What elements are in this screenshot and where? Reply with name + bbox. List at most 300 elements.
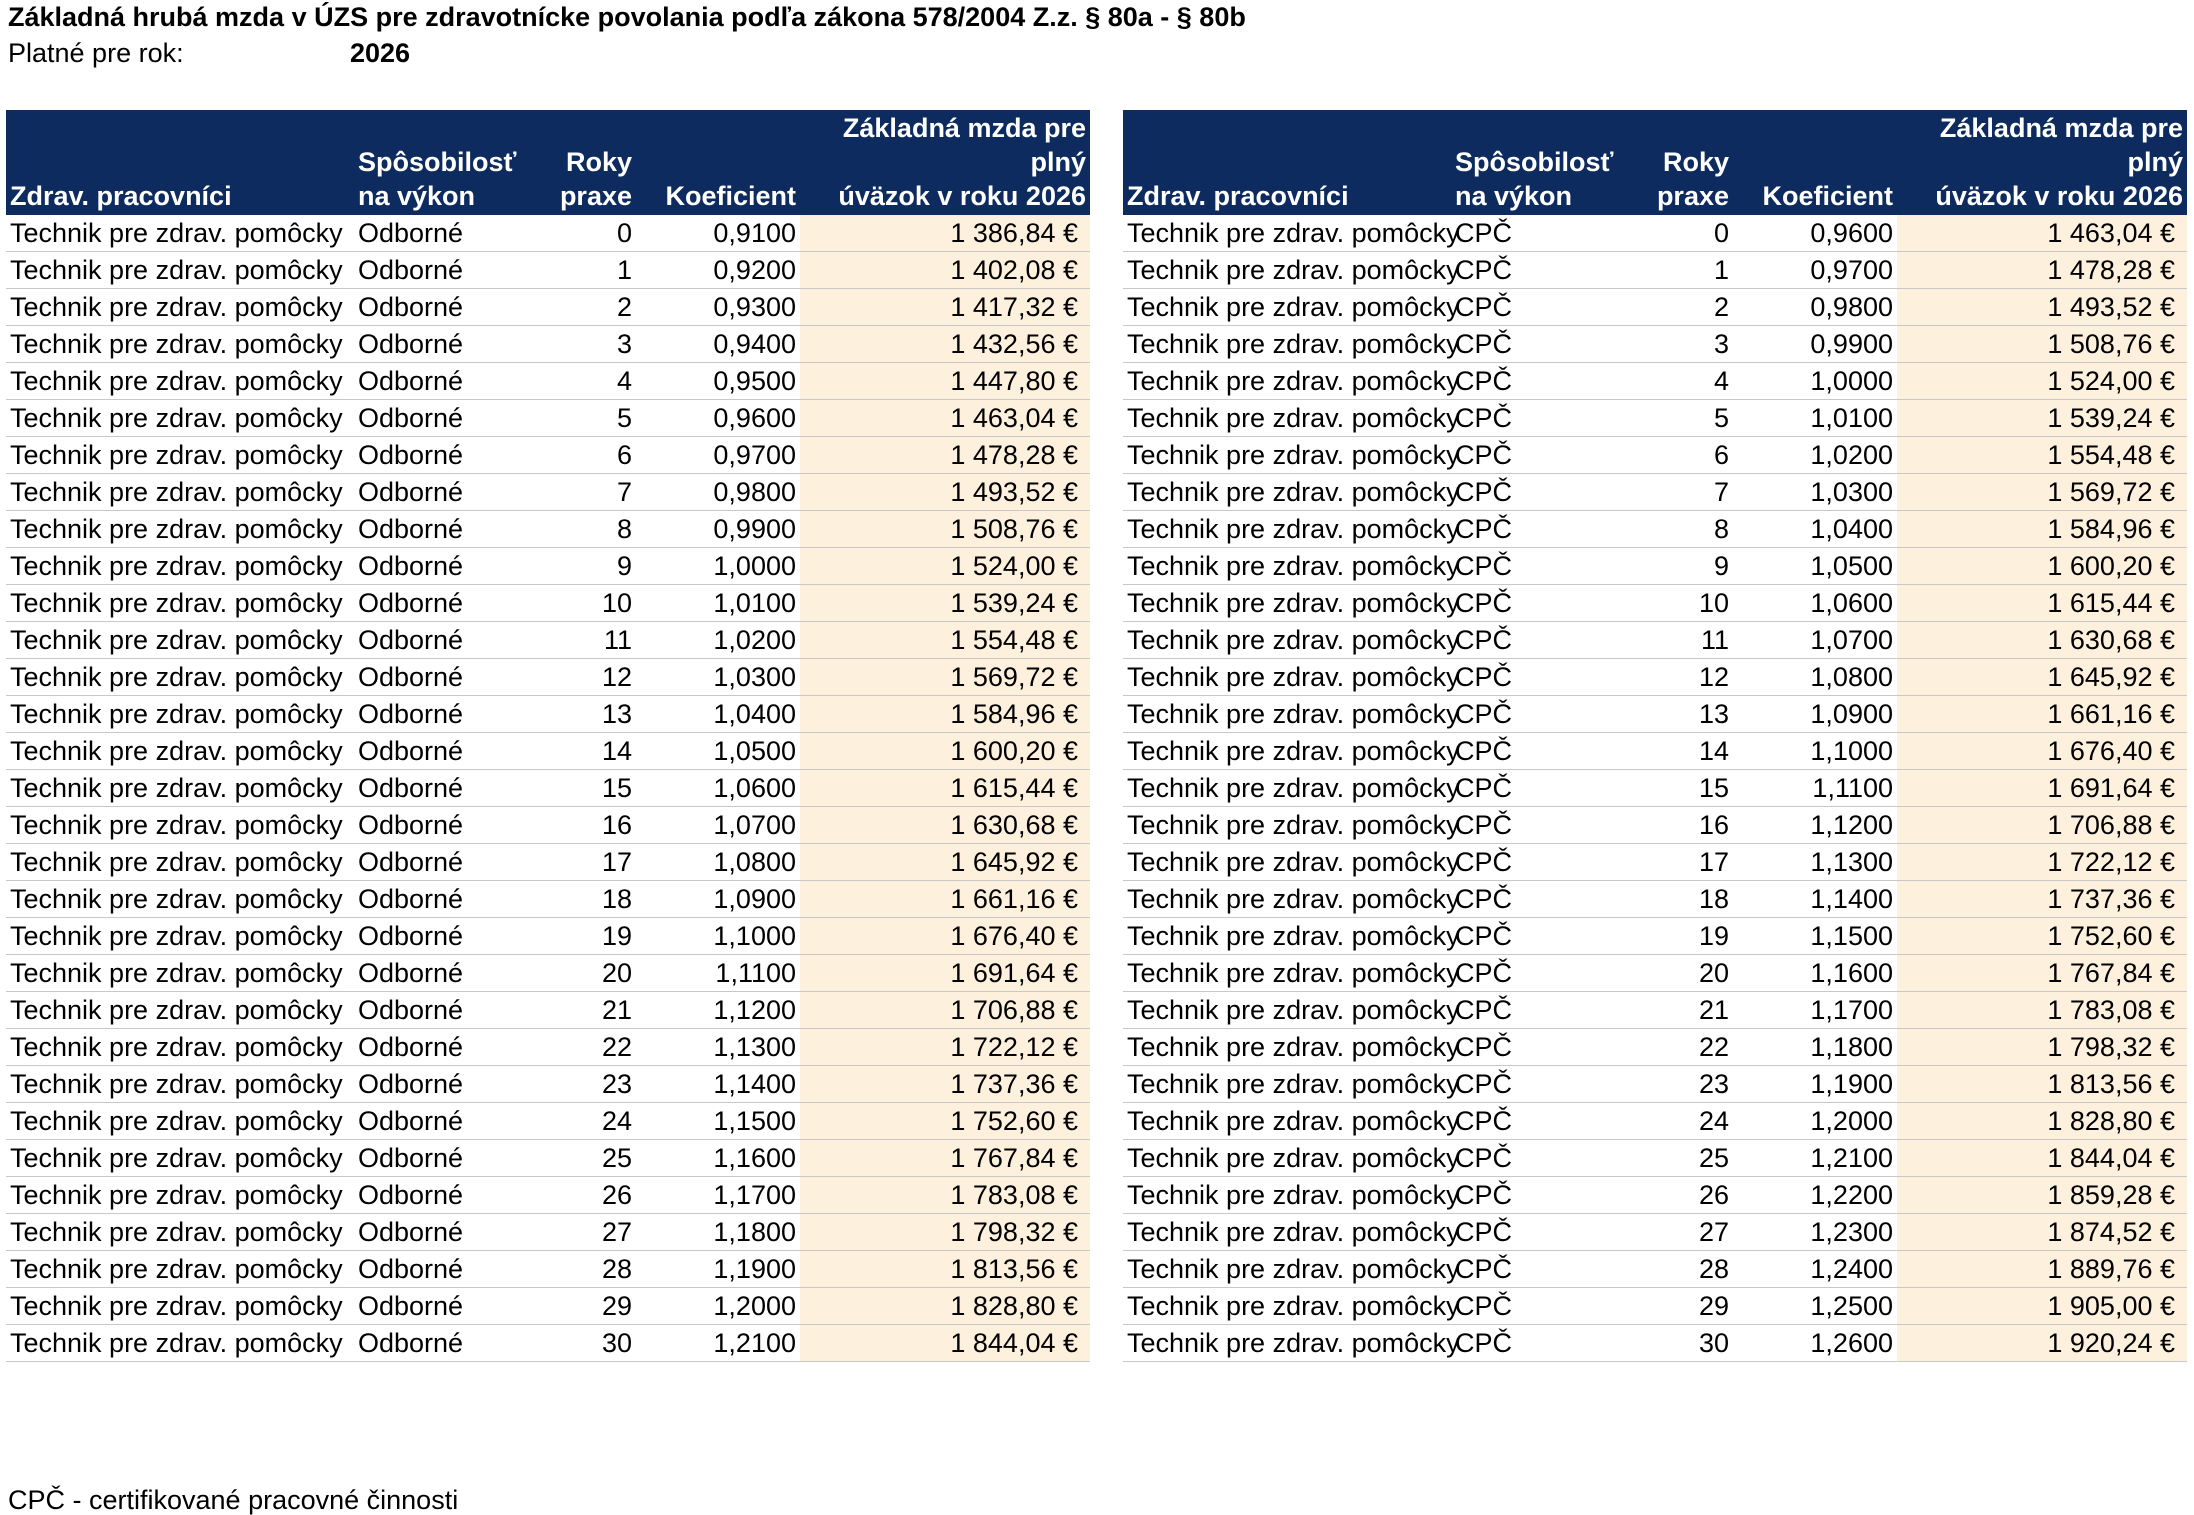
header-years-line2: praxe xyxy=(559,181,632,211)
cell-years: 19 xyxy=(544,918,636,955)
cell-coefficient: 1,0200 xyxy=(636,622,800,659)
cell-coefficient: 1,2000 xyxy=(636,1288,800,1325)
cell-competence: CPČ xyxy=(1451,1103,1641,1140)
cell-competence: CPČ xyxy=(1451,733,1641,770)
cell-competence: CPČ xyxy=(1451,437,1641,474)
cell-coefficient: 0,9800 xyxy=(1733,289,1897,326)
cell-years: 16 xyxy=(544,807,636,844)
cell-profession: Technik pre zdrav. pomôcky xyxy=(1123,1140,1451,1177)
cell-competence: Odborné xyxy=(354,585,544,622)
cell-competence: CPČ xyxy=(1451,363,1641,400)
cell-competence: CPČ xyxy=(1451,844,1641,881)
cell-competence: Odborné xyxy=(354,844,544,881)
cell-coefficient: 1,0900 xyxy=(636,881,800,918)
table-row xyxy=(1123,215,2187,252)
cell-profession: Technik pre zdrav. pomôcky xyxy=(1123,289,1451,326)
header-row xyxy=(6,111,1090,216)
table-row xyxy=(6,844,1090,881)
table-row xyxy=(1123,770,2187,807)
cell-profession: Technik pre zdrav. pomôcky xyxy=(6,1066,354,1103)
cell-years: 4 xyxy=(1641,363,1733,400)
cell-wage: 1 463,04 € xyxy=(800,400,1090,437)
table-row xyxy=(1123,1066,2187,1103)
cell-profession: Technik pre zdrav. pomôcky xyxy=(1123,1214,1451,1251)
table-row xyxy=(1123,1288,2187,1325)
cell-coefficient: 1,1400 xyxy=(636,1066,800,1103)
cell-wage: 1 706,88 € xyxy=(800,992,1090,1029)
cell-years: 25 xyxy=(544,1140,636,1177)
cell-years: 10 xyxy=(1641,585,1733,622)
cell-coefficient: 1,2100 xyxy=(1733,1140,1897,1177)
wage-table-odborne xyxy=(6,110,1090,1362)
cell-profession: Technik pre zdrav. pomôcky xyxy=(1123,252,1451,289)
cell-coefficient: 0,9500 xyxy=(636,363,800,400)
footnote: CPČ - certifikované pracovné činnosti xyxy=(8,1485,459,1515)
cell-wage: 1 706,88 € xyxy=(1897,807,2187,844)
table-row xyxy=(6,585,1090,622)
cell-competence: CPČ xyxy=(1451,918,1641,955)
cell-coefficient: 1,1000 xyxy=(1733,733,1897,770)
cell-profession: Technik pre zdrav. pomôcky xyxy=(6,918,354,955)
cell-years: 14 xyxy=(1641,733,1733,770)
cell-years: 28 xyxy=(544,1251,636,1288)
cell-wage: 1 859,28 € xyxy=(1897,1177,2187,1214)
cell-coefficient: 0,9800 xyxy=(636,474,800,511)
cell-competence: Odborné xyxy=(354,696,544,733)
cell-coefficient: 0,9300 xyxy=(636,289,800,326)
cell-years: 6 xyxy=(1641,437,1733,474)
cell-years: 22 xyxy=(1641,1029,1733,1066)
table-row xyxy=(6,992,1090,1029)
cell-profession: Technik pre zdrav. pomôcky xyxy=(1123,1066,1451,1103)
cell-wage: 1 524,00 € xyxy=(1897,363,2187,400)
cell-coefficient: 1,0300 xyxy=(636,659,800,696)
cell-wage: 1 874,52 € xyxy=(1897,1214,2187,1251)
cell-competence: Odborné xyxy=(354,659,544,696)
table-row xyxy=(1123,622,2187,659)
cell-profession: Technik pre zdrav. pomôcky xyxy=(6,326,354,363)
cell-profession: Technik pre zdrav. pomôcky xyxy=(6,881,354,918)
table-row xyxy=(6,1066,1090,1103)
cell-coefficient: 1,1100 xyxy=(636,955,800,992)
cell-coefficient: 1,1200 xyxy=(636,992,800,1029)
cell-wage: 1 722,12 € xyxy=(1897,844,2187,881)
cell-coefficient: 1,2400 xyxy=(1733,1251,1897,1288)
cell-profession: Technik pre zdrav. pomôcky xyxy=(1123,363,1451,400)
cell-coefficient: 0,9600 xyxy=(1733,215,1897,252)
cell-coefficient: 1,0100 xyxy=(1733,400,1897,437)
table-row xyxy=(1123,1325,2187,1362)
cell-wage: 1 554,48 € xyxy=(800,622,1090,659)
table-body xyxy=(6,215,1090,1362)
cell-wage: 1 691,64 € xyxy=(800,955,1090,992)
cell-profession: Technik pre zdrav. pomôcky xyxy=(6,548,354,585)
cell-years: 2 xyxy=(544,289,636,326)
table-row xyxy=(1123,844,2187,881)
cell-profession: Technik pre zdrav. pomôcky xyxy=(1123,881,1451,918)
cell-years: 10 xyxy=(544,585,636,622)
table-row xyxy=(1123,1029,2187,1066)
table-row xyxy=(6,770,1090,807)
cell-coefficient: 1,0600 xyxy=(1733,585,1897,622)
cell-years: 16 xyxy=(1641,807,1733,844)
cell-coefficient: 1,1700 xyxy=(636,1177,800,1214)
cell-coefficient: 0,9400 xyxy=(636,326,800,363)
cell-profession: Technik pre zdrav. pomôcky xyxy=(6,1140,354,1177)
cell-competence: CPČ xyxy=(1451,622,1641,659)
table-row xyxy=(1123,474,2187,511)
header-wage-line2: úväzok v roku 2026 xyxy=(1935,181,2183,211)
cell-coefficient: 1,0000 xyxy=(1733,363,1897,400)
cell-profession: Technik pre zdrav. pomôcky xyxy=(1123,770,1451,807)
cell-competence: CPČ xyxy=(1451,696,1641,733)
cell-wage: 1 554,48 € xyxy=(1897,437,2187,474)
header-wage-line1: Základná mzda pre plný xyxy=(1939,113,2183,177)
table-row xyxy=(1123,992,2187,1029)
cell-competence: Odborné xyxy=(354,807,544,844)
cell-wage: 1 645,92 € xyxy=(1897,659,2187,696)
cell-coefficient: 1,1200 xyxy=(1733,807,1897,844)
cell-competence: CPČ xyxy=(1451,1177,1641,1214)
header-profession: Zdrav. pracovníci xyxy=(6,111,354,216)
cell-competence: Odborné xyxy=(354,881,544,918)
cell-wage: 1 615,44 € xyxy=(1897,585,2187,622)
cell-wage: 1 508,76 € xyxy=(800,511,1090,548)
table-row xyxy=(6,215,1090,252)
table-row xyxy=(1123,696,2187,733)
cell-profession: Technik pre zdrav. pomôcky xyxy=(6,1103,354,1140)
cell-profession: Technik pre zdrav. pomôcky xyxy=(1123,807,1451,844)
header-competence-line2: na výkon xyxy=(1455,181,1573,211)
cell-years: 20 xyxy=(1641,955,1733,992)
cell-years: 15 xyxy=(544,770,636,807)
cell-wage: 1 615,44 € xyxy=(800,770,1090,807)
cell-profession: Technik pre zdrav. pomôcky xyxy=(1123,437,1451,474)
cell-coefficient: 1,0900 xyxy=(1733,696,1897,733)
table-row xyxy=(6,918,1090,955)
table-row xyxy=(6,1214,1090,1251)
cell-wage: 1 584,96 € xyxy=(1897,511,2187,548)
cell-coefficient: 1,0800 xyxy=(1733,659,1897,696)
cell-wage: 1 722,12 € xyxy=(800,1029,1090,1066)
cell-profession: Technik pre zdrav. pomôcky xyxy=(1123,844,1451,881)
wage-table-cpc xyxy=(1123,110,2187,1362)
cell-wage: 1 828,80 € xyxy=(800,1288,1090,1325)
header-competence-line2: na výkon xyxy=(358,181,476,211)
cell-profession: Technik pre zdrav. pomôcky xyxy=(6,437,354,474)
cell-wage: 1 661,16 € xyxy=(800,881,1090,918)
cell-years: 9 xyxy=(1641,548,1733,585)
table-row xyxy=(6,1288,1090,1325)
table-row xyxy=(6,881,1090,918)
cell-wage: 1 813,56 € xyxy=(1897,1066,2187,1103)
table-row xyxy=(6,1251,1090,1288)
cell-competence: CPČ xyxy=(1451,326,1641,363)
cell-years: 24 xyxy=(1641,1103,1733,1140)
cell-wage: 1 798,32 € xyxy=(1897,1029,2187,1066)
cell-competence: CPČ xyxy=(1451,474,1641,511)
cell-competence: CPČ xyxy=(1451,881,1641,918)
cell-competence: Odborné xyxy=(354,1177,544,1214)
cell-competence: Odborné xyxy=(354,1140,544,1177)
header-years xyxy=(544,111,636,216)
cell-coefficient: 1,1700 xyxy=(1733,992,1897,1029)
header-profession: Zdrav. pracovníci xyxy=(1123,111,1451,216)
cell-competence: Odborné xyxy=(354,733,544,770)
table-row xyxy=(6,1140,1090,1177)
table-row xyxy=(1123,1214,2187,1251)
cell-profession: Technik pre zdrav. pomôcky xyxy=(1123,1029,1451,1066)
cell-profession: Technik pre zdrav. pomôcky xyxy=(1123,659,1451,696)
cell-profession: Technik pre zdrav. pomôcky xyxy=(1123,511,1451,548)
cell-coefficient: 1,0700 xyxy=(1733,622,1897,659)
table-row xyxy=(6,1177,1090,1214)
cell-coefficient: 1,0800 xyxy=(636,844,800,881)
cell-years: 13 xyxy=(1641,696,1733,733)
cell-profession: Technik pre zdrav. pomôcky xyxy=(1123,1288,1451,1325)
cell-coefficient: 0,9700 xyxy=(1733,252,1897,289)
cell-wage: 1 630,68 € xyxy=(800,807,1090,844)
cell-wage: 1 813,56 € xyxy=(800,1251,1090,1288)
cell-competence: Odborné xyxy=(354,1251,544,1288)
cell-competence: Odborné xyxy=(354,252,544,289)
cell-competence: Odborné xyxy=(354,326,544,363)
table-row xyxy=(6,955,1090,992)
table-row xyxy=(1123,659,2187,696)
cell-coefficient: 0,9900 xyxy=(1733,326,1897,363)
table-row xyxy=(1123,1251,2187,1288)
cell-profession: Technik pre zdrav. pomôcky xyxy=(6,1325,354,1362)
cell-profession: Technik pre zdrav. pomôcky xyxy=(1123,215,1451,252)
cell-wage: 1 493,52 € xyxy=(1897,289,2187,326)
cell-profession: Technik pre zdrav. pomôcky xyxy=(6,622,354,659)
cell-years: 0 xyxy=(544,215,636,252)
table-row xyxy=(6,474,1090,511)
cell-wage: 1 447,80 € xyxy=(800,363,1090,400)
header-wage-line2: úväzok v roku 2026 xyxy=(838,181,1086,211)
cell-profession: Technik pre zdrav. pomôcky xyxy=(6,844,354,881)
cell-profession: Technik pre zdrav. pomôcky xyxy=(1123,548,1451,585)
cell-wage: 1 508,76 € xyxy=(1897,326,2187,363)
cell-profession: Technik pre zdrav. pomôcky xyxy=(6,252,354,289)
cell-years: 6 xyxy=(544,437,636,474)
cell-years: 5 xyxy=(1641,400,1733,437)
cell-wage: 1 905,00 € xyxy=(1897,1288,2187,1325)
cell-years: 23 xyxy=(1641,1066,1733,1103)
cell-competence: CPČ xyxy=(1451,659,1641,696)
cell-coefficient: 1,1300 xyxy=(1733,844,1897,881)
cell-competence: CPČ xyxy=(1451,1288,1641,1325)
cell-profession: Technik pre zdrav. pomôcky xyxy=(6,511,354,548)
cell-years: 18 xyxy=(544,881,636,918)
cell-profession: Technik pre zdrav. pomôcky xyxy=(6,992,354,1029)
table-row xyxy=(6,622,1090,659)
table-row xyxy=(6,437,1090,474)
table-row xyxy=(1123,585,2187,622)
table-row xyxy=(1123,733,2187,770)
table-row xyxy=(1123,289,2187,326)
cell-years: 3 xyxy=(544,326,636,363)
cell-wage: 1 584,96 € xyxy=(800,696,1090,733)
table-row xyxy=(6,289,1090,326)
cell-competence: Odborné xyxy=(354,400,544,437)
cell-competence: CPČ xyxy=(1451,992,1641,1029)
cell-wage: 1 600,20 € xyxy=(1897,548,2187,585)
cell-years: 8 xyxy=(1641,511,1733,548)
cell-coefficient: 1,0400 xyxy=(636,696,800,733)
table-row xyxy=(6,548,1090,585)
cell-profession: Technik pre zdrav. pomôcky xyxy=(6,733,354,770)
table-row xyxy=(1123,326,2187,363)
cell-profession: Technik pre zdrav. pomôcky xyxy=(1123,1103,1451,1140)
table-row xyxy=(1123,400,2187,437)
cell-competence: CPČ xyxy=(1451,770,1641,807)
year-label: Platné pre rok: xyxy=(8,38,184,68)
cell-years: 20 xyxy=(544,955,636,992)
cell-coefficient: 0,9600 xyxy=(636,400,800,437)
cell-years: 3 xyxy=(1641,326,1733,363)
cell-years: 12 xyxy=(1641,659,1733,696)
cell-years: 5 xyxy=(544,400,636,437)
cell-competence: CPČ xyxy=(1451,289,1641,326)
table-row xyxy=(1123,511,2187,548)
header-coefficient: Koeficient xyxy=(1733,111,1897,216)
cell-profession: Technik pre zdrav. pomôcky xyxy=(1123,955,1451,992)
cell-coefficient: 1,2300 xyxy=(1733,1214,1897,1251)
table-row xyxy=(1123,437,2187,474)
table-row xyxy=(6,1103,1090,1140)
cell-competence: CPČ xyxy=(1451,252,1641,289)
cell-years: 12 xyxy=(544,659,636,696)
cell-years: 18 xyxy=(1641,881,1733,918)
cell-competence: CPČ xyxy=(1451,1214,1641,1251)
header-years-line1: Roky xyxy=(565,147,632,177)
table-row xyxy=(6,400,1090,437)
cell-competence: Odborné xyxy=(354,1029,544,1066)
cell-profession: Technik pre zdrav. pomôcky xyxy=(1123,400,1451,437)
cell-competence: Odborné xyxy=(354,215,544,252)
cell-profession: Technik pre zdrav. pomôcky xyxy=(6,400,354,437)
cell-coefficient: 1,1600 xyxy=(636,1140,800,1177)
cell-wage: 1 889,76 € xyxy=(1897,1251,2187,1288)
cell-competence: Odborné xyxy=(354,992,544,1029)
cell-years: 28 xyxy=(1641,1251,1733,1288)
cell-wage: 1 402,08 € xyxy=(800,252,1090,289)
page-title: Základná hrubá mzda v ÚZS pre zdravotnícke povolania podľa zákona 578/2004 Z.z. § 80a - § 80b xyxy=(8,2,1246,32)
cell-competence: Odborné xyxy=(354,363,544,400)
cell-competence: Odborné xyxy=(354,437,544,474)
cell-coefficient: 1,1800 xyxy=(636,1214,800,1251)
cell-coefficient: 1,2500 xyxy=(1733,1288,1897,1325)
cell-years: 21 xyxy=(544,992,636,1029)
cell-years: 8 xyxy=(544,511,636,548)
cell-competence: CPČ xyxy=(1451,1140,1641,1177)
table-row xyxy=(6,659,1090,696)
header-wage xyxy=(800,111,1090,216)
cell-coefficient: 1,0600 xyxy=(636,770,800,807)
table-row xyxy=(1123,955,2187,992)
cell-competence: Odborné xyxy=(354,548,544,585)
cell-profession: Technik pre zdrav. pomôcky xyxy=(6,807,354,844)
cell-competence: Odborné xyxy=(354,1325,544,1362)
cell-profession: Technik pre zdrav. pomôcky xyxy=(1123,1177,1451,1214)
cell-wage: 1 676,40 € xyxy=(1897,733,2187,770)
cell-wage: 1 493,52 € xyxy=(800,474,1090,511)
cell-profession: Technik pre zdrav. pomôcky xyxy=(6,659,354,696)
cell-profession: Technik pre zdrav. pomôcky xyxy=(1123,474,1451,511)
cell-wage: 1 844,04 € xyxy=(800,1325,1090,1362)
cell-years: 30 xyxy=(544,1325,636,1362)
cell-competence: Odborné xyxy=(354,1288,544,1325)
cell-years: 25 xyxy=(1641,1140,1733,1177)
cell-coefficient: 1,1000 xyxy=(636,918,800,955)
cell-profession: Technik pre zdrav. pomôcky xyxy=(6,1214,354,1251)
table-row xyxy=(6,511,1090,548)
cell-years: 23 xyxy=(544,1066,636,1103)
cell-wage: 1 661,16 € xyxy=(1897,696,2187,733)
cell-profession: Technik pre zdrav. pomôcky xyxy=(1123,1325,1451,1362)
cell-profession: Technik pre zdrav. pomôcky xyxy=(6,955,354,992)
cell-coefficient: 0,9200 xyxy=(636,252,800,289)
header-years-line1: Roky xyxy=(1662,147,1729,177)
cell-wage: 1 737,36 € xyxy=(1897,881,2187,918)
cell-wage: 1 478,28 € xyxy=(800,437,1090,474)
header-competence-line1: Spôsobilosť xyxy=(1455,147,1614,177)
table-row xyxy=(6,1029,1090,1066)
table-row xyxy=(1123,1140,2187,1177)
table-row xyxy=(1123,548,2187,585)
cell-wage: 1 798,32 € xyxy=(800,1214,1090,1251)
cell-coefficient: 1,2200 xyxy=(1733,1177,1897,1214)
cell-wage: 1 386,84 € xyxy=(800,215,1090,252)
cell-competence: Odborné xyxy=(354,289,544,326)
cell-wage: 1 752,60 € xyxy=(1897,918,2187,955)
cell-coefficient: 1,0100 xyxy=(636,585,800,622)
cell-years: 7 xyxy=(1641,474,1733,511)
cell-profession: Technik pre zdrav. pomôcky xyxy=(6,1177,354,1214)
table-body xyxy=(1123,215,2187,1362)
header-competence xyxy=(1451,111,1641,216)
cell-years: 17 xyxy=(544,844,636,881)
cell-years: 9 xyxy=(544,548,636,585)
cell-coefficient: 1,0500 xyxy=(1733,548,1897,585)
table-row xyxy=(6,1325,1090,1362)
cell-profession: Technik pre zdrav. pomôcky xyxy=(1123,918,1451,955)
cell-profession: Technik pre zdrav. pomôcky xyxy=(1123,696,1451,733)
cell-wage: 1 569,72 € xyxy=(800,659,1090,696)
cell-competence: Odborné xyxy=(354,622,544,659)
cell-competence: CPČ xyxy=(1451,1325,1641,1362)
cell-years: 1 xyxy=(1641,252,1733,289)
cell-competence: CPČ xyxy=(1451,807,1641,844)
table-row xyxy=(6,696,1090,733)
cell-years: 15 xyxy=(1641,770,1733,807)
cell-wage: 1 783,08 € xyxy=(1897,992,2187,1029)
cell-coefficient: 1,1500 xyxy=(1733,918,1897,955)
cell-profession: Technik pre zdrav. pomôcky xyxy=(6,1029,354,1066)
cell-profession: Technik pre zdrav. pomôcky xyxy=(1123,733,1451,770)
cell-years: 1 xyxy=(544,252,636,289)
cell-coefficient: 1,1500 xyxy=(636,1103,800,1140)
cell-competence: CPČ xyxy=(1451,400,1641,437)
cell-profession: Technik pre zdrav. pomôcky xyxy=(6,1288,354,1325)
cell-years: 24 xyxy=(544,1103,636,1140)
cell-competence: Odborné xyxy=(354,1066,544,1103)
cell-wage: 1 463,04 € xyxy=(1897,215,2187,252)
header-competence xyxy=(354,111,544,216)
cell-years: 0 xyxy=(1641,215,1733,252)
cell-profession: Technik pre zdrav. pomôcky xyxy=(6,215,354,252)
